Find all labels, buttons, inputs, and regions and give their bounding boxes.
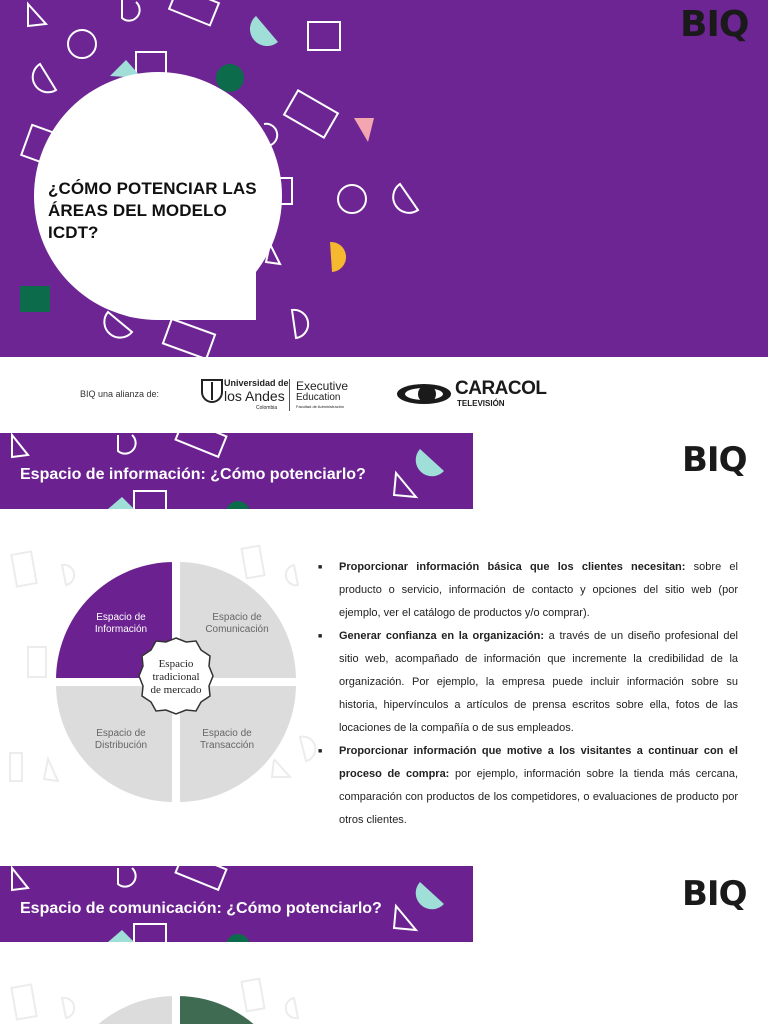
logo-divider: [289, 379, 290, 411]
exec-line2: Education: [296, 392, 341, 403]
slide3-header-band: [0, 866, 473, 942]
caracol-line1: CARACOL: [455, 378, 547, 399]
label-comunicacion: Espacio de Comunicación: [205, 612, 269, 635]
uniandes-shield-icon: [200, 378, 224, 404]
exec-line1: Executive: [296, 379, 349, 393]
icdt-diagram: [54, 560, 298, 809]
icdt-circle-partial: [54, 992, 298, 1024]
slide3-title: Espacio de comunicación: ¿Cómo potenciarlo?: [20, 900, 382, 917]
label-center: Espacio tradicional de mercado: [150, 658, 202, 696]
bullet-item: ■ Proporcionar información básica que los clientes necesitan: sobre el producto o servicio, información de contacto y opciones del sitio web (por ejemplo, ver el catálogo de productos y/o comprar).: [339, 556, 738, 625]
title-slide: [0, 0, 768, 357]
biq-logo: BIQ: [682, 440, 747, 480]
slide-title: ¿CÓMO POTENCIAR LAS ÁREAS DEL MODELO ICDT?: [48, 179, 257, 242]
bullet-item: ■ Proporcionar información que motive a los visitantes a continuar con el proceso de compra: por ejemplo, información sobre la tienda más cercana, comparación con productos de los competidores, o evaluaciones de producto por otros clientes.: [339, 740, 738, 832]
alliance-label: BIQ una alianza de:: [80, 389, 160, 399]
biq-logo: BIQ: [680, 4, 749, 45]
caracol-eye-icon: [395, 378, 453, 415]
speech-bubble-tail: [160, 260, 256, 320]
bullet-list: [318, 556, 738, 832]
label-transaccion: Espacio de Transacción: [199, 728, 255, 751]
biq-logo: BIQ: [682, 874, 747, 914]
exec-line3: Facultad de Administración: [296, 404, 345, 409]
uniandes-line1: Universidad de: [224, 378, 289, 388]
uniandes-line2: los Andes: [224, 388, 285, 404]
label-informacion: Espacio de Información: [94, 612, 148, 635]
bullet-item: ■ Generar confianza en la organización: a través de un diseño profesional del sitio web, acompañado de información que incremente la credibilidad de la organización. Por ejemplo, la empresa puede incluir información sobre su historia, hipervínculos a artículos de prensa escritos sobre ella, fotos de las locaciones de la compañía o de sus empleados.: [339, 625, 738, 740]
caracol-line2: TELEVISIÓN: [457, 399, 505, 408]
uniandes-line3: Colombia: [256, 405, 278, 411]
label-distribucion: Espacio de Distribución: [94, 728, 148, 751]
slide2-header-band: [0, 433, 473, 509]
slide2-title: Espacio de información: ¿Cómo potenciarlo?: [20, 466, 366, 483]
